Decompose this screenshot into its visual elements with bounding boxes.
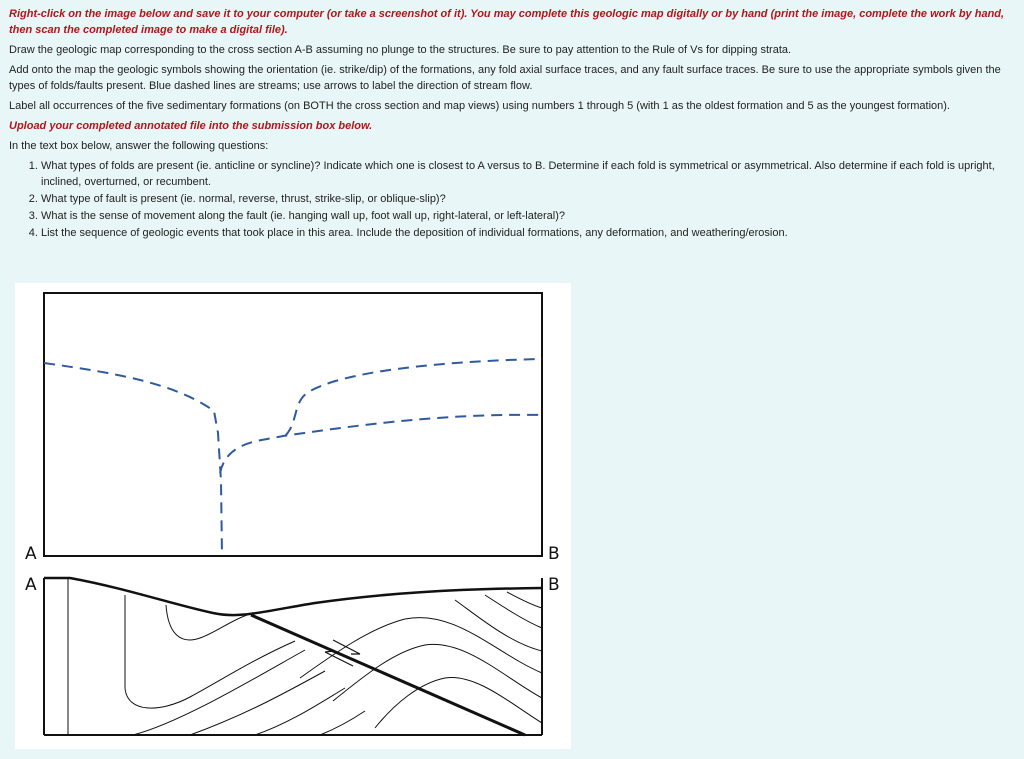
- submit-note: Upload your completed annotated file into the submission box below.: [9, 120, 373, 132]
- question-3: 3. What is the sense of movement along the fault (ie. hanging wall up, foot wall up, right-lateral, or left-lateral)?: [41, 208, 1012, 224]
- map-label-b: B: [548, 544, 560, 564]
- geologic-figure-svg: [15, 283, 571, 749]
- upload-instruction: Right-click on the image below and save it to your computer (or take a screenshot of it). You may complete this geologic map digitally or by hand (print the image, complete the work by hand, then scan the completed image to make a digital file).: [9, 8, 1005, 36]
- stream-lower-branch: [220, 415, 542, 473]
- fault-line: [251, 615, 525, 735]
- map-label-a: A: [25, 544, 37, 564]
- fault-motion-arrows: [325, 640, 360, 666]
- question-2: 2. What type of fault is present (ie. normal, reverse, thrust, strike-slip, or oblique-slip)?: [41, 191, 1012, 207]
- cross-section: [25, 575, 560, 735]
- section-label-b: B: [548, 575, 560, 595]
- instruction-map: Draw the geologic map corresponding to the cross section A-B assuming no plunge to the structures. Be sure to pay attention to the Rule of Vs for dipping strata.: [9, 44, 792, 56]
- map-view-frame: [44, 293, 542, 556]
- instruction-labels: Label all occurrences of the five sedimentary formations (on BOTH the cross section and map views) using numbers 1 through 5 (with 1 as the oldest formation and 5 as the youngest formation).: [9, 100, 950, 112]
- geologic-figure[interactable]: [15, 283, 571, 749]
- streams: [44, 359, 542, 556]
- stream-upper-branch: [285, 359, 542, 436]
- section-label-a: A: [25, 575, 37, 595]
- instructions-block: [0, 0, 1024, 241]
- question-1: 1. What types of folds are present (ie. anticline or syncline)? Indicate which one is closest to A versus to B. Determine if each fold is symmetrical or asymmetrical. Also determine if each fold is upright, inclined, overturned, or recumbent.: [41, 158, 1012, 190]
- instruction-symbols: Add onto the map the geologic symbols showing the orientation (ie. strike/dip) of the formations, any fold axial surface traces, and any fault surface traces. Be sure to use the appropriate symbols given the types of folds/faults present. Blue dashed lines are streams; use arrows to label the direction of stream flow.: [9, 64, 1001, 92]
- stream-main: [44, 363, 222, 556]
- question-4: 4. List the sequence of geologic events that took place in this area. Include the deposition of individual formations, any deformation, and weathering/erosion.: [41, 225, 1012, 241]
- questions-intro: In the text box below, answer the following questions:: [9, 140, 269, 152]
- question-list: [9, 158, 1012, 241]
